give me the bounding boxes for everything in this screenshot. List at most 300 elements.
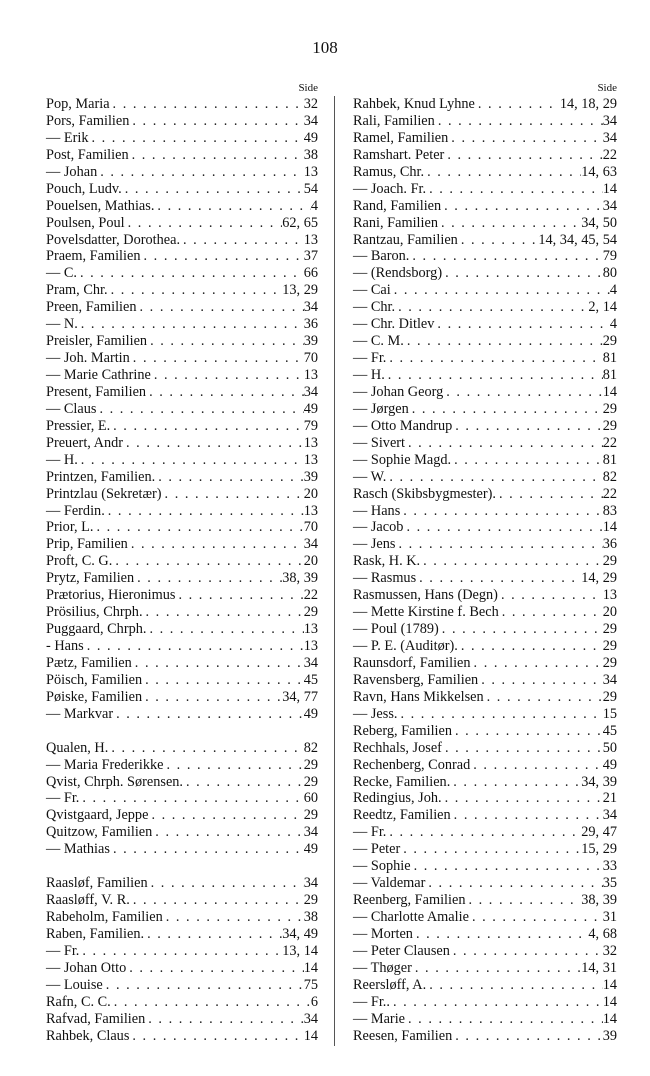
entry-name: Pouelsen, Mathias. [46, 197, 155, 214]
entry-pages: 2, 14 [588, 299, 617, 316]
dot-leader [129, 147, 304, 164]
entry-name: — Fr. [353, 824, 387, 841]
entry-pages: 32 [303, 96, 318, 112]
index-entry [46, 1028, 318, 1045]
entry-name: — Chr. [353, 299, 396, 316]
index-entry [353, 807, 617, 824]
index-entry [353, 130, 617, 147]
dot-leader [125, 215, 283, 232]
index-entry [353, 486, 617, 503]
index-entry [46, 655, 318, 672]
dot-leader [151, 367, 304, 384]
index-entry [353, 553, 617, 570]
entry-name: — Mette Kirstine f. Bech [353, 604, 499, 621]
entry-name: Raunsdorf, Familien [353, 654, 471, 671]
index-entry [353, 333, 617, 350]
entry-pages: 29 [303, 892, 318, 909]
index-entry [46, 790, 318, 807]
entry-pages: 14 [602, 383, 617, 400]
entry-pages: 29 [602, 654, 617, 671]
entry-pages: 14 [602, 1010, 617, 1027]
entry-pages: 54 [303, 180, 318, 197]
entry-name: Rafn, C. C. [46, 993, 111, 1010]
entry-pages: 81 [602, 367, 617, 383]
dot-leader [409, 401, 603, 418]
index-entry [46, 740, 318, 757]
index-entry [353, 1028, 617, 1045]
index-entry [46, 977, 318, 994]
dot-leader [470, 757, 602, 774]
entry-name: — N. [46, 316, 78, 333]
dot-leader [386, 469, 602, 486]
entry-pages: 14, 29 [581, 570, 617, 587]
entry-pages: 4, 68 [588, 925, 617, 942]
dot-leader [110, 418, 304, 435]
dot-leader [180, 232, 304, 249]
dot-leader [391, 282, 610, 299]
dot-leader [424, 164, 581, 181]
entry-pages: 29 [303, 773, 318, 790]
dot-leader [111, 994, 311, 1011]
entry-pages: 29 [602, 621, 617, 638]
entry-name: — Fr. [46, 790, 80, 807]
entry-pages: 29 [602, 638, 617, 654]
dot-leader [386, 350, 602, 367]
dot-leader [420, 553, 603, 570]
entry-pages: 15 [602, 705, 617, 722]
entry-name: — Otto Mandrup [353, 417, 453, 434]
entry-pages: 34 [303, 654, 318, 671]
dot-leader [496, 486, 603, 503]
entry-name: — Jess. [353, 705, 398, 722]
entry-name: Rahbek, Knud Lyhne [353, 96, 475, 112]
index-entry [353, 757, 617, 774]
index-entry [46, 350, 318, 367]
entry-name: Rasch (Skibsbygmester). [353, 485, 496, 502]
dot-leader [405, 435, 603, 452]
entry-name: Ramus, Chr. [353, 163, 425, 180]
dot-leader [450, 943, 603, 960]
entry-pages: 14 [602, 993, 617, 1010]
entry-name: Poulsen, Poul [46, 214, 125, 231]
entry-name: — Louise [46, 976, 103, 993]
entry-pages: 14 [602, 976, 617, 993]
entry-pages: 38 [303, 146, 318, 163]
entry-name: Preen, Familien [46, 299, 137, 316]
index-entry [353, 401, 617, 418]
entry-pages: 34, 49 [282, 925, 318, 942]
entry-name: Rand, Familien [353, 197, 442, 214]
entry-name: — Joh. Martin [46, 350, 130, 367]
index-entry [353, 232, 617, 249]
entry-pages: 34 [602, 112, 617, 129]
entry-name: Raasløff, V. R. [46, 892, 130, 909]
entry-pages: 6 [310, 993, 318, 1010]
entry-pages: 31 [602, 909, 617, 925]
entry-name: Reedtz, Familien [353, 807, 451, 824]
index-entry [46, 282, 318, 299]
entry-name: Prip, Familien [46, 536, 128, 553]
index-entry [353, 621, 617, 638]
entry-name: — P. E. (Auditør). [353, 638, 458, 654]
section-gap [46, 858, 318, 875]
dot-leader [130, 892, 304, 909]
entry-name: — Ferdin. [46, 502, 105, 519]
entry-name: — W. [353, 468, 387, 485]
entry-name: — Claus [46, 400, 97, 417]
index-entry [46, 824, 318, 841]
index-entry [46, 435, 318, 452]
entry-name: Raasløf, Familien [46, 875, 148, 892]
dot-leader [126, 960, 303, 977]
dot-leader [105, 503, 304, 520]
dot-leader [416, 570, 581, 587]
dot-leader [78, 316, 304, 333]
entry-name: — Marie Cathrine [46, 367, 151, 383]
entry-name: — (Rendsborg) [353, 265, 443, 282]
index-entry [46, 384, 318, 401]
column-divider [334, 96, 335, 1046]
dot-leader [97, 164, 303, 181]
dot-leader [444, 147, 602, 164]
dot-leader [154, 198, 310, 215]
dot-leader [96, 401, 303, 418]
section-gap [46, 723, 318, 740]
dot-leader [134, 570, 282, 587]
entry-name: — Chr. Ditlev [353, 316, 435, 333]
entry-pages: 29 [303, 807, 318, 824]
index-entry [353, 926, 617, 943]
index-entry [353, 452, 617, 469]
entry-name: Pressier, E. [46, 417, 111, 434]
index-column-right [353, 80, 617, 1045]
entry-pages: 38, 39 [581, 892, 617, 909]
index-entry [46, 807, 318, 824]
index-entry [46, 215, 318, 232]
index-entry [46, 774, 318, 791]
index-entry [46, 757, 318, 774]
dot-leader [146, 384, 304, 401]
dot-leader [441, 198, 603, 215]
entry-pages: 39 [303, 333, 318, 350]
entry-name: — Fr. [353, 350, 387, 367]
page-number: 108 [312, 38, 338, 57]
entry-name: Prior, L. [46, 519, 94, 536]
entry-name: Reersløff, A. [353, 976, 427, 993]
dot-leader [434, 316, 609, 333]
entry-pages: 49 [303, 400, 318, 417]
entry-name: Praem, Familien [46, 248, 141, 265]
entry-name: Rabeholm, Familien [46, 909, 163, 925]
entry-name: Rahbek, Claus [46, 1027, 130, 1044]
dot-leader [144, 926, 282, 943]
index-entry [46, 299, 318, 316]
index-entry [46, 621, 318, 638]
dot-leader [390, 994, 603, 1011]
index-entry [353, 858, 617, 875]
index-entry [353, 519, 617, 536]
entry-name: Rask, H. K. [353, 553, 421, 570]
entry-pages: 82 [602, 468, 617, 485]
dot-leader [411, 858, 603, 875]
index-entry [46, 181, 318, 198]
entry-pages: 34 [602, 807, 617, 824]
entry-name: Reesen, Familien [353, 1027, 453, 1044]
dot-leader [475, 96, 560, 113]
index-entry [353, 1011, 617, 1028]
dot-leader [132, 655, 304, 672]
dot-leader [147, 333, 304, 350]
entry-pages: 75 [303, 976, 318, 993]
dot-leader [409, 248, 602, 265]
dot-leader [143, 604, 304, 621]
entry-name: Rechhals, Josef [353, 739, 442, 756]
index-entry [46, 164, 318, 181]
entry-pages: 14, 31 [581, 959, 617, 976]
index-entry [353, 943, 617, 960]
entry-name: — Jørgen [353, 400, 409, 417]
entry-pages: 29 [602, 688, 617, 705]
index-entry [353, 113, 617, 130]
entry-name: — Valdemar [353, 875, 426, 892]
index-entry [46, 1011, 318, 1028]
page-column-header: Side [298, 82, 318, 94]
dot-leader [396, 536, 603, 553]
dot-leader [130, 350, 304, 367]
entry-name: Quitzow, Familien [46, 824, 153, 841]
index-entry [46, 519, 318, 536]
entry-pages: 34 [303, 383, 318, 400]
dot-leader [148, 807, 303, 824]
index-entry [353, 774, 617, 791]
entry-name: — Peter [353, 841, 401, 858]
entry-name: Pors, Familien [46, 112, 130, 129]
dot-leader [442, 265, 603, 282]
index-entry [46, 638, 318, 655]
entry-name: Rani, Familien [353, 214, 438, 231]
index-entry [46, 587, 318, 604]
entry-pages: 70 [303, 350, 318, 367]
entry-pages: 45 [303, 671, 318, 688]
dot-leader [499, 604, 603, 621]
entry-pages: 13 [303, 231, 318, 248]
dot-leader [469, 909, 603, 926]
dot-leader [426, 181, 603, 198]
dot-leader [397, 706, 602, 723]
dot-leader [112, 553, 303, 570]
entry-pages: 45 [602, 722, 617, 739]
dot-leader [412, 960, 581, 977]
dot-leader [113, 706, 304, 723]
entry-name: Rantzau, Familien [353, 231, 458, 248]
entry-pages: 20 [303, 485, 318, 502]
entry-name: Post, Familien [46, 146, 129, 163]
entry-name: — Charlotte Amalie [353, 909, 469, 925]
index-entry [353, 841, 617, 858]
entry-name: — Cai [353, 282, 391, 299]
entry-name: Preisler, Familien [46, 333, 148, 350]
entry-pages: 4 [310, 197, 318, 214]
dot-leader [400, 503, 602, 520]
entry-name: — Fr.. [353, 993, 390, 1010]
index-entry [353, 672, 617, 689]
index-entry [46, 486, 318, 503]
entry-pages: 49 [303, 705, 318, 722]
entry-name: — Rasmus [353, 570, 417, 587]
index-entry [46, 198, 318, 215]
entry-pages: 13, 29 [282, 282, 318, 299]
dot-leader [84, 638, 304, 655]
entry-pages: 83 [602, 502, 617, 519]
dot-leader [395, 299, 588, 316]
dot-leader [79, 943, 282, 960]
dot-leader [164, 757, 304, 774]
entry-name: Puggaard, Chrph. [46, 621, 147, 638]
entry-name: — Sophie [353, 858, 411, 875]
index-entry [46, 130, 318, 147]
index-entry [46, 943, 318, 960]
dot-leader [77, 265, 304, 282]
dot-leader [443, 384, 602, 401]
index-entry [353, 350, 617, 367]
index-entry [46, 570, 318, 587]
entry-pages: 34, 77 [282, 688, 318, 705]
entry-name: Prytz, Familien [46, 570, 135, 587]
index-entry [46, 113, 318, 130]
dot-leader [458, 232, 539, 249]
index-entry [353, 536, 617, 553]
entry-pages: 20 [303, 553, 318, 570]
index-entry [353, 384, 617, 401]
entry-pages: 13 [303, 451, 318, 468]
index-entry [46, 469, 318, 486]
entry-pages: 21 [602, 790, 617, 807]
entry-name: Rafvad, Familien [46, 1010, 146, 1027]
index-entry [46, 418, 318, 435]
entry-name: Preuert, Andr [46, 434, 124, 451]
dot-leader [93, 519, 303, 536]
dot-leader [435, 113, 603, 130]
dot-leader [466, 892, 582, 909]
entry-name: Reberg, Familien [353, 722, 453, 739]
index-entry [46, 604, 318, 621]
entry-pages: 22 [602, 485, 617, 502]
index-entry [353, 367, 617, 384]
index-entry [353, 892, 617, 909]
entry-name: — Jacob [353, 519, 404, 536]
entry-pages: 29 [303, 756, 318, 773]
entry-pages: 13 [602, 587, 617, 604]
entry-pages: 49 [602, 756, 617, 773]
entry-pages: 29 [303, 604, 318, 621]
entry-pages: 4 [609, 316, 617, 333]
index-entry [353, 587, 617, 604]
entry-pages: 36 [602, 536, 617, 553]
entry-name: Rali, Familien [353, 112, 435, 129]
dot-leader [123, 435, 304, 452]
index-entry [46, 553, 318, 570]
dot-leader [442, 790, 603, 807]
dot-leader [478, 672, 602, 689]
entry-name: Recke, Familien. [353, 773, 451, 790]
entry-name: Raben, Familien. [46, 925, 145, 942]
dot-leader [155, 469, 304, 486]
entry-pages: 14, 34, 45, 54 [538, 231, 617, 248]
entry-name: — Johan Otto [46, 959, 127, 976]
dot-leader [438, 215, 581, 232]
dot-leader [128, 536, 304, 553]
entry-name: — Baron. [353, 248, 410, 265]
entry-pages: 14 [303, 959, 318, 976]
entry-pages: 29 [602, 333, 617, 350]
entry-name: — Mathias [46, 841, 110, 858]
entry-name: Printzlau (Sekretær) [46, 485, 162, 502]
dot-leader [484, 689, 603, 706]
entry-pages: 34 [303, 536, 318, 553]
entry-pages: 29 [602, 553, 617, 570]
dot-leader [400, 841, 581, 858]
entry-pages: 35 [602, 875, 617, 892]
entry-pages: 66 [303, 265, 318, 282]
index-entry [46, 875, 318, 892]
index-entry [353, 215, 617, 232]
index-entry [46, 841, 318, 858]
index-column-left [46, 80, 318, 1045]
entry-pages: 50 [602, 739, 617, 756]
entry-pages: 36 [303, 316, 318, 333]
index-entry [46, 265, 318, 282]
dot-leader [163, 909, 304, 926]
index-entry [353, 503, 617, 520]
dot-leader [442, 740, 603, 757]
dot-leader [452, 1028, 602, 1045]
dot-leader [413, 926, 588, 943]
entry-pages: 29 [602, 400, 617, 417]
entry-name: Qualen, H. [46, 739, 109, 756]
dot-leader [122, 181, 304, 198]
index-entry [353, 994, 617, 1011]
entry-name: — Hans [353, 502, 401, 519]
dot-leader [129, 113, 303, 130]
entry-pages: 29, 47 [581, 824, 617, 841]
index-entry [353, 469, 617, 486]
entry-name: Ravn, Hans Mikkelsen [353, 688, 484, 705]
entry-pages: 39 [303, 468, 318, 485]
entry-pages: 80 [602, 265, 617, 282]
dot-leader [426, 977, 603, 994]
entry-name: Qvistgaard, Jeppe [46, 807, 149, 824]
entry-name: Ravensberg, Familien [353, 671, 479, 688]
entry-pages: 81 [602, 350, 617, 367]
index-entry [353, 604, 617, 621]
dot-leader [183, 774, 304, 791]
index-entry [353, 198, 617, 215]
entry-pages: 14 [602, 519, 617, 536]
index-entry [46, 926, 318, 943]
dot-leader [78, 452, 304, 469]
entry-pages: 33 [602, 858, 617, 875]
entry-pages: 79 [303, 417, 318, 434]
dot-leader [498, 587, 603, 604]
dot-leader [142, 672, 304, 689]
index-entry [353, 282, 617, 299]
index-entry [353, 824, 617, 841]
index-entry [353, 418, 617, 435]
entry-pages: 4 [609, 282, 617, 299]
entry-pages: 34 [303, 824, 318, 841]
entry-name: Ramel, Familien [353, 129, 449, 146]
index-entry [353, 147, 617, 164]
